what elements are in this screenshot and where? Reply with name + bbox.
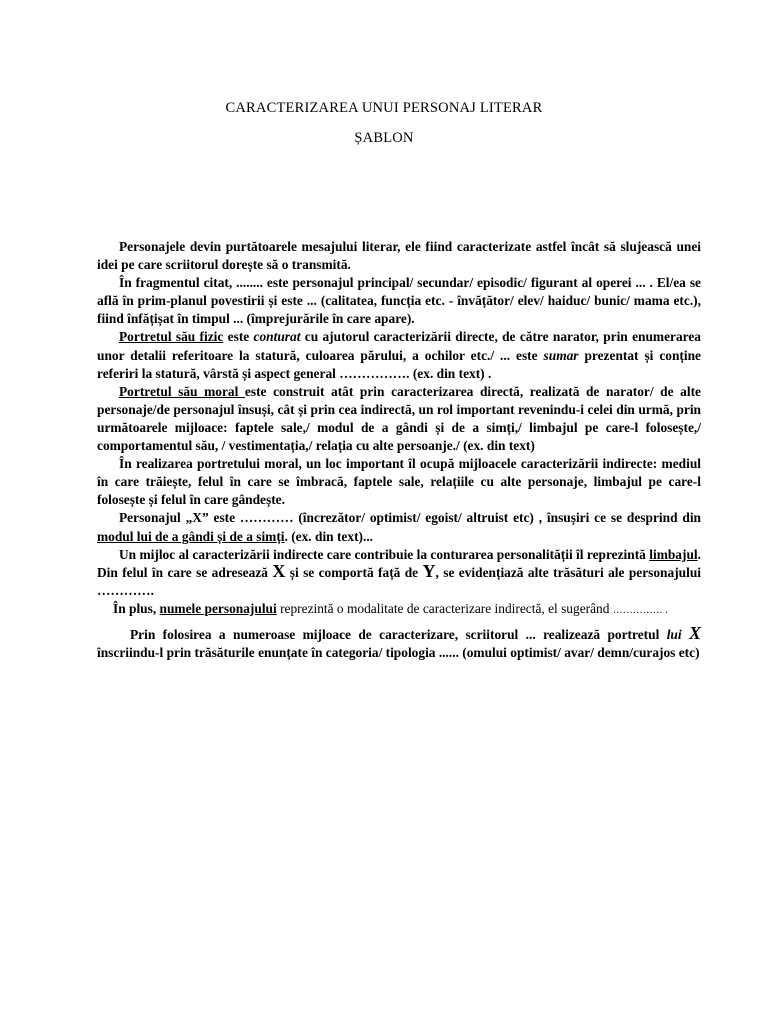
text-run: , se evidențiază alte trăsături ale personajului …………. — [97, 564, 701, 598]
text-run: . (ex. din text)... — [284, 528, 374, 544]
paragraph-fragment: În fragmentul citat, ........ este personajul principal/ secundar/ episodic/ figurant al operei ... . El/ea se află în prim-planul povestirii și este ... (calitatea, funcția etc. - învățător/ elev/ haiduc/ bunic/ mama etc.), fiind înfățișat în timpul ... (împrejurările în care apare). — [97, 275, 701, 327]
text-run: este construit atât prin caracterizarea directă, realizată de narator/ de alte personaje/de personajul însuși, cât și prin cea indirectă, un rol important revenindu-i celei din urmă, prin următoarele mijloace: faptele sale,/ modul de a gândi și de a simți,/ limbajul pe care-l folosește,/ comportamentul său, / vestimentația,/ relația cu alte persoanje./ (ex. din text) — [97, 383, 701, 454]
paragraph-language — [97, 546, 701, 600]
moral-portrait-heading: Portretul său moral — [119, 383, 245, 399]
document-subtitle: ȘABLON — [354, 130, 414, 146]
paragraph-physical-portrait — [97, 328, 701, 382]
document-title: CARACTERIZAREA UNUI PERSONAJ LITERAR — [225, 100, 543, 116]
underlined-numele: numele personajului — [159, 600, 277, 616]
paragraph-indirect-means: În realizarea portretului moral, un loc important îl ocupă mijloacele caracterizării indirecte: mediul în care trăiește, felul în care se îmbracă, faptele sale, relațiile cu alte personaje, limbajul pe care-l folosește și felul în care gândește. — [97, 456, 701, 508]
text-run: . Din felul în care se adresează — [97, 546, 701, 580]
underlined-limbajul: limbajul — [649, 546, 698, 562]
letter-y: Y — [422, 560, 436, 581]
text-run: și se comportă față de — [285, 564, 423, 580]
text-run: Prin folosirea a numeroase mijloace de caracterizare, scriitorul ... realizează portretul — [130, 626, 667, 642]
emphasis-conturat: conturat — [253, 329, 301, 345]
emphasis-sumar: sumar — [543, 347, 579, 363]
text-run: Personajul „X” este ………… (încrezător/ optimist/ egoist/ altruist etc) , însușiri ce se desprind din — [119, 510, 701, 526]
text-run: reprezintă o modalitate de caracterizare indirectă, el sugerând — [276, 600, 613, 616]
paragraph-conclusion — [97, 622, 701, 662]
text-run: prezentat și conține referiri la statură, vârstă și aspect general ……………. (ex. din text) . — [97, 347, 701, 381]
letter-x: X — [272, 560, 286, 581]
paragraph-name — [97, 600, 701, 620]
text-run: înscriindu-l prin trăsăturile enunțate în categoria/ tipologia ...... (omului optimist/ avar/ demn/curajos etc) — [97, 645, 700, 661]
paragraph-intro: Personajele devin purtătoarele mesajului literar, ele fiind caracterizate astfel încât să slujească unei idei pe care scriitorul dorește să o transmită. — [97, 239, 701, 273]
text-run: Un mijloc al caracterizării indirecte care contribuie la conturarea personalității îl reprezintă — [119, 546, 650, 562]
underlined-phrase: modul lui de a gândi și de a simți — [97, 528, 285, 544]
dotted-blank: …………… . — [612, 604, 668, 616]
text-run: este — [223, 329, 254, 345]
paragraph-moral-portrait — [97, 383, 701, 455]
letter-x: X — [688, 622, 701, 643]
paragraph-character-traits — [97, 509, 701, 545]
emphasis-lui: lui — [666, 626, 689, 642]
text-run: În plus, — [113, 600, 160, 616]
document-body — [97, 238, 701, 662]
text-run: cu ajutorul caracterizării directe, de către narator, prin enumerarea unor detalii referitoare la statură, culoarea părului, a ochilor etc./ ... este — [97, 329, 701, 363]
physical-portrait-heading: Portretul său fizic — [119, 329, 224, 345]
